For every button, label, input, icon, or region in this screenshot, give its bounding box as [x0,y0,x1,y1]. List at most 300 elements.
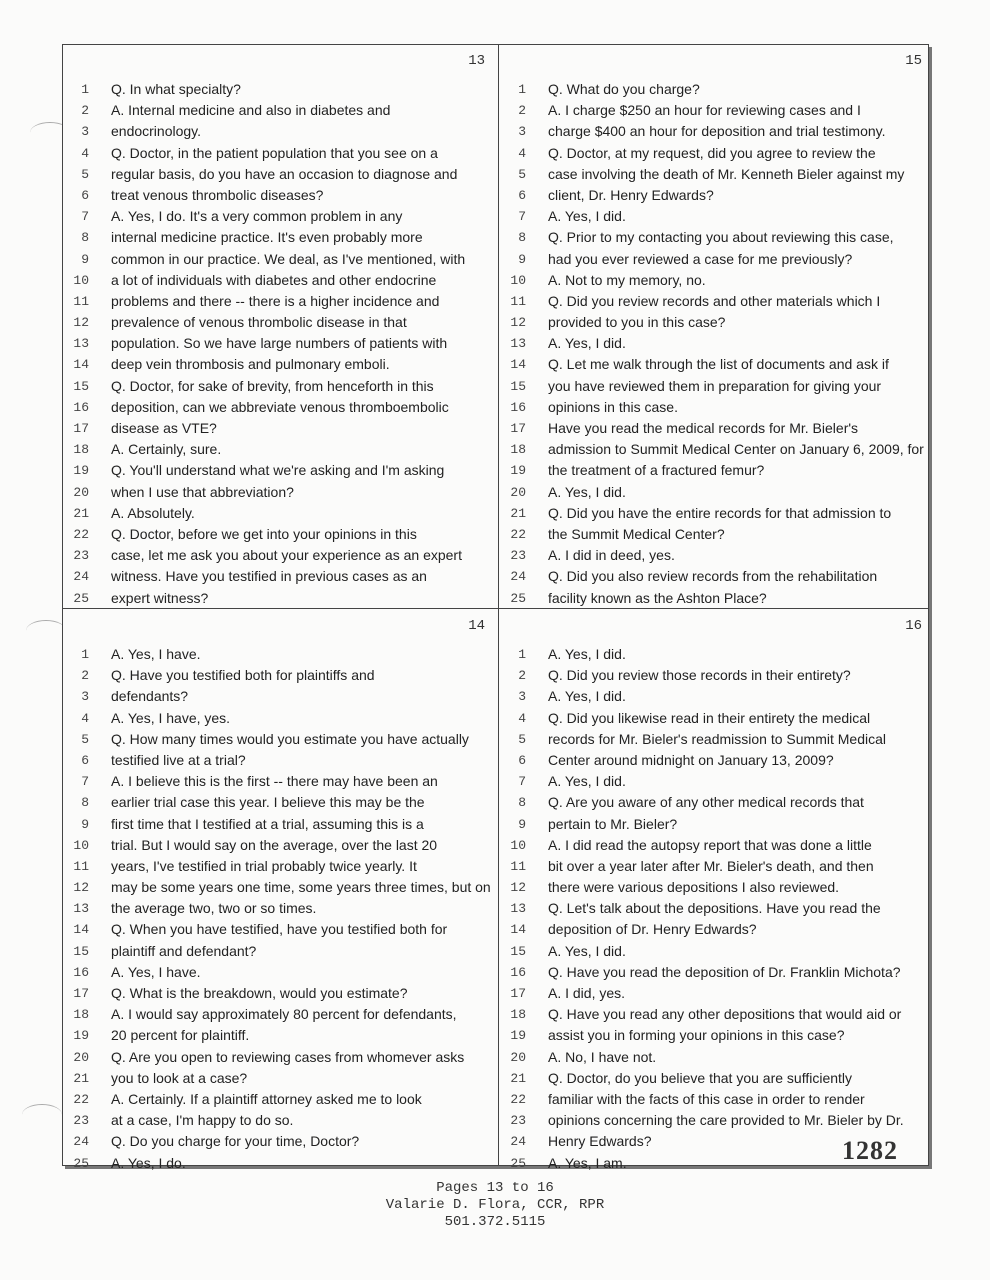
line-text: prevalence of venous thrombolic disease in that [111,314,407,331]
transcript-line [500,207,932,228]
transcript-line [500,228,932,249]
line-number: 2 [81,668,89,684]
transcript-line [500,1111,932,1132]
line-text: Q. Doctor, do you believe that you are sufficiently [548,1069,853,1086]
line-text: A. Yes, I do. [111,1154,186,1171]
line-text: common in our practice. We deal, as I've mentioned, with [111,250,466,267]
transcript-line [63,504,495,525]
line-text: A. Yes, I have, yes. [111,709,231,726]
page-number: 16 [905,618,922,634]
transcript-line [63,984,495,1005]
transcript-line [63,546,495,567]
transcript-line [63,461,495,482]
line-text: Q. Did you review records and other materials which I [548,292,881,309]
line-number: 20 [73,1049,89,1065]
line-text: A. Not to my memory, no. [548,271,706,288]
line-text: A. Yes, I did. [548,942,626,959]
line-number: 7 [518,209,526,225]
transcript-line [63,483,495,504]
transcript-line [63,1026,495,1047]
line-number: 2 [518,103,526,119]
line-number: 17 [73,986,89,1001]
line-text: A. I did read the autopsy report that was done a little [548,836,872,853]
transcript-line [63,250,495,271]
transcript-line [63,398,495,419]
transcript-line [500,461,932,482]
transcript-line [500,440,932,461]
line-text: A. Absolutely. [111,504,195,521]
transcript-sheet [62,44,929,1171]
line-number: 15 [73,378,89,394]
line-number: 11 [73,858,89,874]
line-number: 21 [73,505,89,521]
transcript-line [500,1069,932,1090]
transcript-line [63,836,495,857]
page-number: 14 [468,618,485,634]
line-number: 2 [81,103,89,119]
line-text: witness. Have you testified in previous cases as an [111,568,427,585]
line-text: pertain to Mr. Bieler? [548,815,678,832]
transcript-line [63,122,495,143]
transcript-line [500,963,932,984]
line-number: 4 [518,145,526,161]
transcript-line [500,709,932,730]
line-text: population. So we have large numbers of patients with [111,335,448,352]
page-lines [63,645,495,1175]
line-text: A. Yes, I do. It's a very common problem in any [111,208,403,225]
transcript-line [63,730,495,751]
page-number: 13 [468,53,485,69]
footer-reporter: Valarie D. Flora, CCR, RPR [385,1197,605,1213]
line-number: 3 [81,689,89,705]
transcript-line [500,645,932,666]
line-number: 19 [73,1028,89,1044]
transcript-line [63,589,495,610]
line-number: 11 [510,293,526,309]
line-number: 12 [73,315,89,331]
page-lines [500,645,932,1175]
line-number: 10 [510,272,526,288]
transcript-line [63,772,495,793]
transcript-line [500,1048,932,1069]
line-number: 24 [73,1134,89,1150]
line-text: when I use that abbreviation? [111,483,294,500]
line-text: the treatment of a fractured femur? [548,462,765,479]
line-text: A. I did in deed, yes. [548,547,675,564]
line-text: plaintiff and defendant? [111,942,257,959]
line-number: 5 [81,166,89,182]
transcript-line [63,313,495,334]
transcript-line [500,271,932,292]
line-number: 18 [73,1007,89,1023]
line-text: records for Mr. Bieler's readmission to Summit Medical [548,730,886,747]
line-text: Henry Edwards? [548,1133,652,1150]
line-text: problems and there -- there is a higher incidence and [111,292,440,309]
line-number: 7 [81,774,89,790]
transcript-line [500,483,932,504]
transcript-line [500,101,932,122]
line-number: 24 [73,569,89,585]
footer-phone: 501.372.5115 [444,1214,546,1230]
transcript-line [63,857,495,878]
line-text: deep vein thrombosis and pulmonary emboli. [111,356,390,373]
line-text: Have you read the medical records for Mr. Bieler's [548,420,859,436]
line-number: 20 [73,484,89,500]
transcript-line [63,687,495,708]
transcript-line [63,878,495,899]
transcript-line [63,334,495,355]
punch-hole-mark [26,620,66,641]
line-text: case involving the death of Mr. Kenneth Bieler against my [548,165,905,182]
line-text: opinions concerning the care provided to Mr. Bieler by Dr. [548,1112,904,1129]
punch-hole-mark [22,1104,62,1125]
line-number: 17 [73,421,89,436]
line-text: the average two, two or so times. [111,900,317,917]
line-text: Q. Did you likewise read in their entirety the medical [548,709,871,726]
line-text: Center around midnight on January 13, 2009? [548,751,834,768]
line-number: 13 [510,901,526,917]
line-number: 6 [81,187,89,203]
line-text: A. I charge $250 an hour for reviewing cases and I [548,102,861,119]
line-text: Q. Doctor, for sake of brevity, from henceforth in this [111,377,434,394]
line-text: testified live at a trial? [111,751,246,768]
transcript-line [500,186,932,207]
transcript-line [500,730,932,751]
line-text: Q. Doctor, before we get into your opinions in this [111,525,417,542]
transcript-line [500,546,932,567]
line-number: 7 [518,774,526,790]
line-text: Q. Let me walk through the list of documents and ask if [548,356,889,373]
line-number: 21 [73,1070,89,1086]
line-text: A. Yes, I did. [548,773,626,790]
transcript-line [63,144,495,165]
line-number: 15 [510,943,526,959]
line-text: client, Dr. Henry Edwards? [548,186,714,203]
line-number: 8 [81,795,89,811]
line-number: 22 [510,1091,526,1107]
transcript-page-15 [500,45,932,607]
line-text: A. No, I have not. [548,1048,657,1065]
transcript-line [500,984,932,1005]
transcript-line [500,419,932,440]
line-number: 4 [81,145,89,161]
transcript-line [500,920,932,941]
line-text: Q. Do you charge for your time, Doctor? [111,1133,360,1150]
line-number: 14 [73,922,89,938]
line-text: expert witness? [111,589,209,606]
transcript-page-14 [63,610,495,1172]
transcript-line [500,751,932,772]
line-text: Q. Did you review those records in their entirety? [548,667,851,684]
line-text: you to look at a case? [111,1069,248,1086]
transcript-line [63,1154,495,1175]
transcript-line [63,377,495,398]
line-number: 9 [81,816,89,832]
transcript-line [63,186,495,207]
line-number: 2 [518,668,526,684]
transcript-line [63,355,495,376]
transcript-line [500,1026,932,1047]
transcript-line [500,687,932,708]
transcript-line [63,1005,495,1026]
line-text: Q. Doctor, in the patient population that you see on a [111,144,438,161]
page-number: 15 [905,53,922,69]
line-number: 4 [81,710,89,726]
line-number: 6 [518,187,526,203]
line-number: 16 [510,964,526,980]
transcript-line [63,419,495,440]
line-number: 10 [73,272,89,288]
line-number: 8 [518,230,526,246]
transcript-line [500,878,932,899]
line-text: charge $400 an hour for deposition and trial testimony. [548,123,886,140]
transcript-line [63,207,495,228]
transcript-line [500,398,932,419]
line-number: 1 [81,647,89,662]
line-number: 23 [510,548,526,564]
line-text: provided to you in this case? [548,314,726,331]
transcript-line [63,292,495,313]
line-text: facility known as the Ashton Place? [548,589,767,606]
transcript-line [63,666,495,687]
footer [0,1180,990,1231]
line-number: 9 [81,251,89,267]
line-number: 14 [510,922,526,938]
transcript-line [500,377,932,398]
transcript-line [63,228,495,249]
line-number: 5 [518,166,526,182]
line-text: A. Yes, I did. [548,646,626,662]
transcript-line [500,567,932,588]
transcript-line [63,645,495,666]
transcript-line [500,250,932,271]
line-number: 6 [518,752,526,768]
line-text: Q. Let's talk about the depositions. Have you read the [548,900,881,917]
line-text: had you ever reviewed a case for me previously? [548,250,853,267]
line-number: 18 [73,442,89,458]
line-number: 19 [510,1028,526,1044]
line-text: Q. Have you testified both for plaintiffs and [111,667,375,684]
line-text: A. I believe this is the first -- there may have been an [111,773,438,790]
transcript-line [63,1069,495,1090]
line-text: A. Yes, I have. [111,646,201,662]
line-number: 1 [81,82,89,97]
footer-pages: Pages 13 to 16 [436,1180,554,1196]
line-number: 9 [518,816,526,832]
line-number: 14 [73,357,89,373]
line-number: 6 [81,752,89,768]
transcript-line [500,355,932,376]
line-text: A. Yes, I did. [548,335,626,352]
line-number: 8 [81,230,89,246]
line-text: assist you in forming your opinions in this case? [548,1027,845,1044]
line-number: 1 [518,647,526,662]
line-number: 14 [510,357,526,373]
line-text: bit over a year later after Mr. Bieler's death, and then [548,857,874,874]
line-text: Q. Did you have the entire records for that admission to [548,504,892,521]
line-number: 11 [510,858,526,874]
line-number: 8 [518,795,526,811]
transcript-line [63,80,495,101]
line-number: 12 [510,880,526,896]
line-text: regular basis, do you have an occasion to diagnose and [111,165,458,182]
line-text: Q. Are you aware of any other medical records that [548,794,864,811]
line-text: Q. Doctor, at my request, did you agree to review the [548,144,876,161]
line-number: 18 [510,442,526,458]
transcript-line [63,1111,495,1132]
transcript-line [63,709,495,730]
line-number: 16 [73,964,89,980]
transcript-line [500,165,932,186]
line-number: 21 [510,1070,526,1086]
transcript-line [500,525,932,546]
line-number: 25 [510,1155,526,1171]
transcript-line [500,836,932,857]
transcript-line [63,525,495,546]
line-number: 4 [518,710,526,726]
line-number: 9 [518,251,526,267]
line-number: 23 [73,548,89,564]
line-number: 25 [73,1155,89,1171]
line-text: Q. Are you open to reviewing cases from whomever asks [111,1048,465,1065]
transcript-line [500,80,932,101]
line-number: 22 [510,526,526,542]
line-text: A. Yes, I did. [548,483,626,500]
line-text: Q. Have you read any other depositions that would aid or [548,1006,902,1023]
line-number: 5 [518,731,526,747]
line-number: 12 [73,880,89,896]
line-text: Q. In what specialty? [111,81,241,97]
line-number: 24 [510,569,526,585]
line-text: a lot of individuals with diabetes and other endocrine [111,271,437,288]
line-number: 23 [510,1113,526,1129]
line-text: Q. Did you also review records from the rehabilitation [548,568,878,585]
line-number: 20 [510,1049,526,1065]
line-text: A. Yes, I did. [548,208,626,225]
line-text: A. I did, yes. [548,985,626,1001]
transcript-line [500,334,932,355]
transcript-line [500,504,932,525]
transcript-line [500,942,932,963]
line-text: deposition, can we abbreviate venous thromboembolic [111,398,449,415]
line-text: Q. What do you charge? [548,81,700,97]
transcript-line [63,567,495,588]
line-number: 22 [73,526,89,542]
bates-stamp: 1282 [842,1136,898,1165]
line-text: A. Yes, I am. [548,1154,627,1171]
line-number: 1 [518,82,526,97]
line-text: internal medicine practice. It's even probably more [111,229,423,246]
line-text: A. I would say approximately 80 percent for defendants, [111,1006,457,1023]
line-number: 15 [510,378,526,394]
vertical-divider [498,45,499,1165]
line-number: 16 [510,399,526,415]
transcript-line [63,1090,495,1111]
line-text: A. Certainly, sure. [111,441,222,458]
line-number: 20 [510,484,526,500]
transcript-line [63,271,495,292]
line-text: A. Certainly. If a plaintiff attorney asked me to look [111,1090,422,1107]
line-text: Q. Have you read the deposition of Dr. Franklin Michota? [548,963,901,980]
line-number: 10 [73,837,89,853]
transcript-line [500,589,932,610]
transcript-line [500,666,932,687]
transcript-line [500,292,932,313]
transcript-line [500,793,932,814]
transcript-line [500,857,932,878]
line-text: earlier trial case this year. I believe this may be the [111,794,425,811]
line-number: 22 [73,1091,89,1107]
line-number: 17 [510,986,526,1001]
page-lines [63,80,495,610]
line-number: 10 [510,837,526,853]
transcript-line [500,144,932,165]
transcript-line [500,772,932,793]
line-text: A. Yes, I did. [548,688,626,705]
line-text: familiar with the facts of this case in order to render [548,1090,865,1107]
line-number: 13 [73,336,89,352]
transcript-line [63,1132,495,1153]
transcript-line [63,963,495,984]
line-number: 24 [510,1134,526,1150]
line-text: at a case, I'm happy to do so. [111,1112,294,1129]
line-text: defendants? [111,688,189,705]
line-number: 13 [510,336,526,352]
transcript-line [500,313,932,334]
transcript-line [63,942,495,963]
line-number: 16 [73,399,89,415]
transcript-line [500,1005,932,1026]
line-text: deposition of Dr. Henry Edwards? [548,921,757,938]
line-number: 5 [81,731,89,747]
line-text: Q. What is the breakdown, would you estimate? [111,985,408,1001]
line-number: 23 [73,1113,89,1129]
line-number: 11 [73,293,89,309]
line-number: 19 [73,463,89,479]
line-text: A. Yes, I have. [111,963,201,980]
transcript-line [500,1090,932,1111]
line-text: first time that I testified at a trial, assuming this is a [111,815,424,832]
transcript-line [63,815,495,836]
transcript-page-16 [500,610,932,1172]
line-text: A. Internal medicine and also in diabetes and [111,102,391,119]
transcript-line [500,899,932,920]
line-text: the Summit Medical Center? [548,525,725,542]
line-number: 3 [518,689,526,705]
line-number: 3 [518,124,526,140]
line-number: 18 [510,1007,526,1023]
line-number: 7 [81,209,89,225]
transcript-line [63,751,495,772]
line-number: 3 [81,124,89,140]
transcript-line [63,920,495,941]
line-text: disease as VTE? [111,420,217,436]
line-text: trial. But I would say on the average, over the last 20 [111,836,438,853]
line-text: years, I've testified in trial probably twice yearly. It [111,857,417,874]
line-text: Q. You'll understand what we're asking and I'm asking [111,462,445,479]
line-number: 15 [73,943,89,959]
line-text: case, let me ask you about your experience as an expert [111,547,462,564]
line-text: opinions in this case. [548,398,678,415]
line-number: 12 [510,315,526,331]
line-text: may be some years one time, some years three times, but on [111,879,491,896]
line-text: there were various depositions I also reviewed. [548,879,840,896]
transcript-page-13 [63,45,495,607]
line-number: 25 [73,590,89,606]
line-text: endocrinology. [111,123,202,140]
line-number: 13 [73,901,89,917]
line-number: 21 [510,505,526,521]
